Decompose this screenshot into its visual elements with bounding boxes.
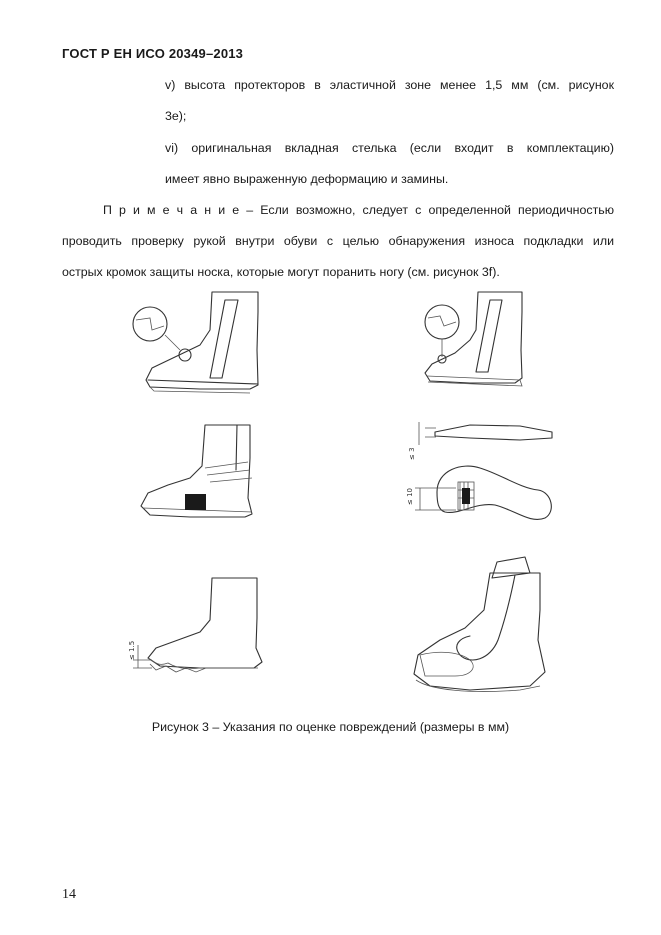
note-line-1: П р и м е ч а н и е – Если возможно, следует с определенной периодичностью (103, 203, 614, 217)
boot-exposed-toecap-illustration (141, 425, 252, 517)
note-line-2: проводить проверку рукой внутри обуви с целью обнаружения износа подкладки или (62, 234, 614, 248)
dimension-label-10: ≤ 10 (406, 488, 414, 505)
hand-inspection-illustration (414, 557, 545, 692)
body-line-4: имеет явно выраженную деформацию и замины. (165, 172, 449, 186)
boot-sole-damage-illustration (425, 292, 522, 386)
insole-measurement-illustration (406, 422, 552, 519)
document-header: ГОСТ Р ЕН ИСО 20349–2013 (62, 46, 244, 61)
note-line-3: острых кромок защиты носка, которые могут поранить ногу (см. рисунок 3f). (62, 265, 500, 279)
boot-worn-tread-illustration (128, 578, 262, 672)
body-line-1: v) высота протекторов в эластичной зоне менее 1,5 мм (см. рисунок (165, 78, 614, 92)
page-number: 14 (62, 887, 76, 902)
figure-caption: Рисунок 3 – Указания по оценке повреждений (размеры в мм) (151, 720, 510, 734)
boot-crease-crack-illustration (133, 292, 258, 393)
body-line-3: vi) оригинальная вкладная стелька (если входит в комплектацию) (165, 141, 614, 155)
dimension-label-15: ≤ 1.5 (128, 640, 136, 660)
dimension-label-3: ≤ 3 (408, 447, 416, 460)
body-line-2: 3e); (165, 109, 187, 123)
